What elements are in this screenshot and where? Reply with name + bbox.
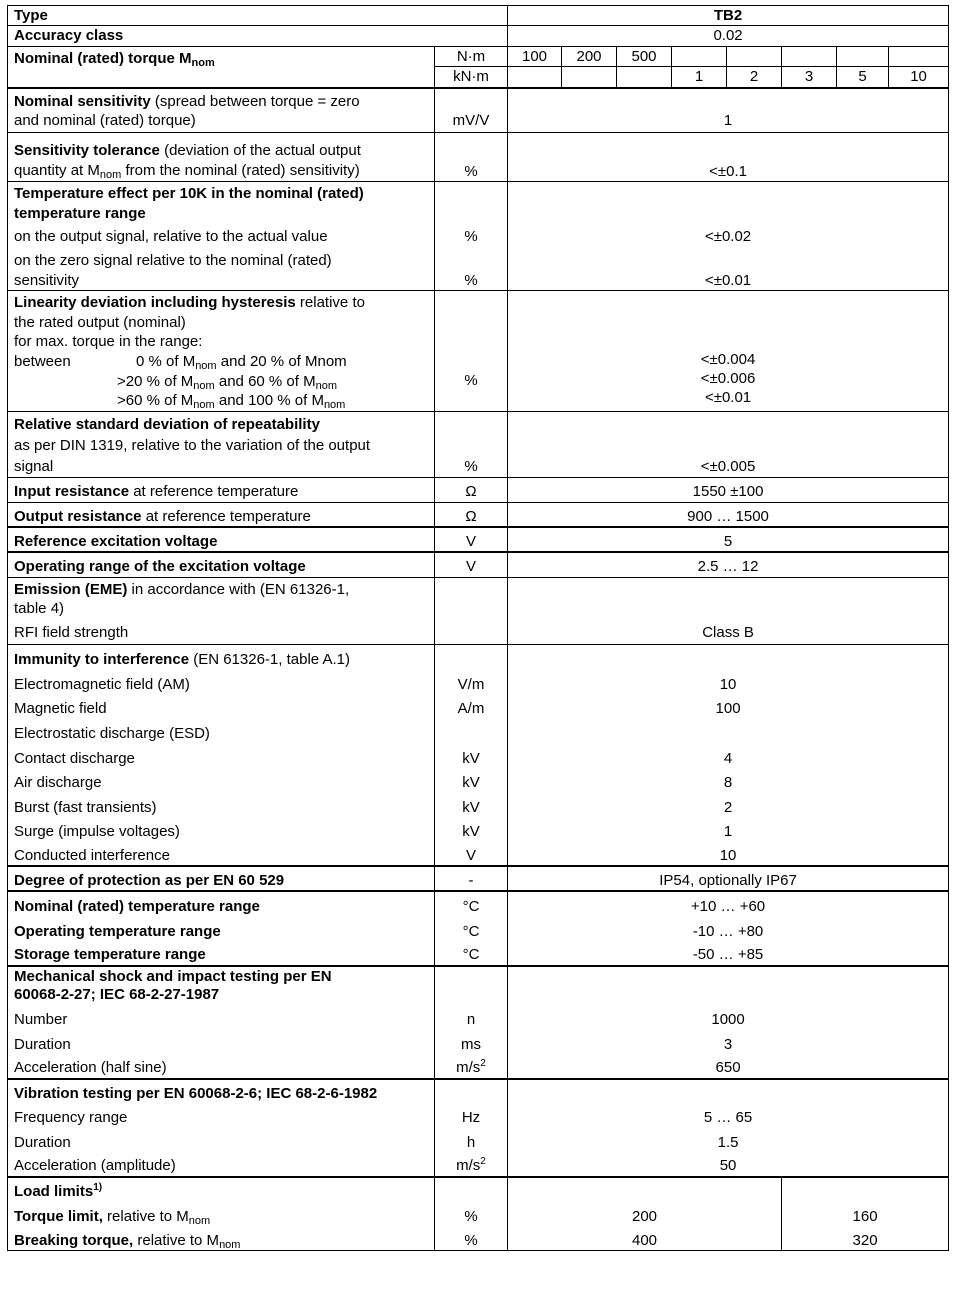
operating-temp-row bbox=[8, 916, 949, 941]
repeatability-line3: signal bbox=[14, 457, 54, 475]
type-row bbox=[8, 6, 949, 26]
storage-temp-value: -50 … +85 bbox=[692, 946, 764, 964]
vibration-accel-value: 50 bbox=[719, 1157, 737, 1175]
ref-excitation-label: Reference excitation voltage bbox=[14, 532, 218, 550]
breaking-torque-value: 400 bbox=[631, 1231, 658, 1249]
torque-label-sub: nom bbox=[191, 56, 215, 69]
nominal-temp-value: +10 … +60 bbox=[690, 897, 766, 915]
linearity-line2: the rated output (nominal) bbox=[14, 313, 186, 331]
temp-effect-output-value: <±0.02 bbox=[704, 228, 752, 246]
breaking-torque-bold: Breaking torque, bbox=[14, 1231, 134, 1249]
temp-effect-zero-label2: sensitivity bbox=[14, 271, 80, 289]
storage-temp-unit: °C bbox=[462, 946, 480, 964]
linearity-r2-sub2: nom bbox=[315, 379, 338, 392]
tolerance-row bbox=[8, 133, 949, 182]
torque-value: 10 bbox=[910, 68, 927, 86]
temp-effect-title2: temperature range bbox=[14, 204, 146, 222]
linearity-r2a: >20 % of M bbox=[117, 372, 194, 390]
temp-effect-zero-value: <±0.01 bbox=[704, 271, 752, 289]
linearity-value: <±0.006 bbox=[700, 370, 756, 388]
load-limits-title: Load limits bbox=[14, 1183, 94, 1201]
op-excitation-unit: V bbox=[465, 558, 476, 576]
immunity-value: 2 bbox=[723, 798, 733, 816]
immunity-value: 10 bbox=[719, 675, 737, 693]
shock-number-row bbox=[8, 1004, 949, 1029]
linearity-title-rest: relative to bbox=[295, 294, 365, 312]
vibration-freq-unit: Hz bbox=[461, 1109, 481, 1127]
linearity-value: <±0.004 bbox=[700, 350, 756, 368]
protection-value: IP54, optionally IP67 bbox=[659, 871, 797, 889]
torque-limit-sub: nom bbox=[188, 1214, 211, 1227]
immunity-row bbox=[8, 768, 949, 793]
sensitivity-label-bold: Nominal sensitivity bbox=[14, 92, 151, 110]
shock-duration-row bbox=[8, 1029, 949, 1054]
vibration-title-row bbox=[8, 1079, 949, 1104]
tolerance-unit: % bbox=[464, 162, 478, 180]
torque-limit-unit: % bbox=[464, 1207, 478, 1225]
immunity-row bbox=[8, 743, 949, 768]
tolerance-label-rest2a: quantity at M bbox=[14, 161, 100, 179]
tolerance-label-sub: nom bbox=[99, 168, 122, 181]
immunity-row bbox=[8, 817, 949, 842]
immunity-label: Conducted interference bbox=[14, 846, 170, 864]
immunity-row bbox=[8, 842, 949, 867]
immunity-title-row bbox=[8, 645, 949, 670]
output-resistance-rest: at reference temperature bbox=[141, 507, 311, 525]
repeatability-value: <±0.005 bbox=[700, 458, 756, 476]
type-value: TB2 bbox=[713, 7, 743, 24]
vibration-duration-label: Duration bbox=[14, 1133, 71, 1151]
temp-effect-zero-label1: on the zero signal relative to the nominal (rated) bbox=[14, 252, 332, 270]
vibration-freq-value: 5 … 65 bbox=[703, 1109, 753, 1127]
vibration-duration-unit: h bbox=[466, 1133, 476, 1151]
immunity-value: 8 bbox=[723, 774, 733, 792]
breaking-torque-sub: nom bbox=[219, 1238, 241, 1251]
temp-effect-zero-unit: % bbox=[464, 271, 478, 289]
immunity-value: 4 bbox=[723, 749, 733, 767]
vibration-accel-row bbox=[8, 1152, 949, 1177]
sensitivity-unit: mV/V bbox=[452, 112, 490, 130]
torque-value: 500 bbox=[631, 47, 657, 65]
emission-bold: Emission (EME) bbox=[14, 580, 128, 598]
vibration-accel-label: Acceleration (amplitude) bbox=[14, 1157, 176, 1175]
operating-temp-value: -10 … +80 bbox=[692, 922, 764, 940]
op-excitation-value: 2.5 … 12 bbox=[697, 558, 759, 576]
sensitivity-value: 1 bbox=[723, 112, 733, 130]
immunity-unit: kV bbox=[462, 798, 480, 816]
sensitivity-label-rest: (spread between torque = zero bbox=[150, 92, 360, 110]
torque-unit-nm: N·m bbox=[456, 47, 486, 65]
operating-temp-label: Operating temperature range bbox=[14, 922, 221, 940]
tolerance-label-bold: Sensitivity tolerance bbox=[14, 142, 160, 160]
load-limits-footnote: 1) bbox=[93, 1182, 103, 1194]
linearity-r2-sub: nom bbox=[193, 379, 215, 392]
temp-effect-output-label: on the output signal, relative to the actual value bbox=[14, 228, 328, 246]
immunity-unit: V bbox=[465, 846, 476, 864]
immunity-row bbox=[8, 793, 949, 818]
vibration-duration-value: 1.5 bbox=[717, 1133, 739, 1151]
accuracy-value: 0.02 bbox=[713, 27, 743, 45]
ref-excitation-unit: V bbox=[465, 532, 476, 550]
immunity-unit: kV bbox=[462, 774, 480, 792]
linearity-line3: for max. torque in the range: bbox=[14, 333, 203, 351]
type-label: Type bbox=[14, 7, 48, 24]
vibration-title: Vibration testing per EN 60068-2-6; IEC 68-2-6-1982 bbox=[14, 1084, 378, 1102]
vibration-freq-label: Frequency range bbox=[14, 1109, 128, 1127]
accuracy-row bbox=[8, 26, 949, 46]
shock-duration-unit: ms bbox=[461, 1035, 481, 1053]
linearity-r3a: >60 % of M bbox=[117, 392, 194, 410]
load-limits-title-row bbox=[8, 1177, 949, 1202]
linearity-r2b: and 60 % of M bbox=[214, 372, 316, 390]
nominal-temp-unit: °C bbox=[462, 897, 480, 915]
temp-effect-title1: Temperature effect per 10K in the nominal (rated) bbox=[14, 185, 364, 203]
input-resistance-rest: at reference temperature bbox=[129, 483, 299, 501]
tolerance-value: <±0.1 bbox=[709, 162, 747, 180]
breaking-torque-value: 320 bbox=[852, 1231, 878, 1249]
torque-value: 100 bbox=[521, 47, 548, 65]
linearity-r1b: and 20 % of Mnom bbox=[216, 353, 347, 371]
linearity-title-bold: Linearity deviation including hysteresis bbox=[14, 294, 296, 312]
torque-value: 3 bbox=[804, 68, 814, 86]
linearity-r1a: 0 % of M bbox=[136, 353, 196, 371]
storage-temp-row bbox=[8, 941, 949, 966]
breaking-torque-rest: relative to M bbox=[133, 1231, 220, 1249]
immunity-value: 100 bbox=[715, 700, 741, 718]
repeatability-row bbox=[8, 411, 949, 477]
linearity-between: between bbox=[14, 353, 71, 371]
vibration-freq-row bbox=[8, 1103, 949, 1128]
immunity-value: 1 bbox=[723, 823, 733, 841]
immunity-label: Surge (impulse voltages) bbox=[14, 823, 180, 841]
torque-limit-row bbox=[8, 1201, 949, 1226]
input-resistance-value: 1550 ±100 bbox=[692, 483, 764, 501]
shock-accel-value: 650 bbox=[715, 1059, 741, 1077]
shock-duration-label: Duration bbox=[14, 1035, 71, 1053]
immunity-label: Contact discharge bbox=[14, 749, 135, 767]
torque-value: 1 bbox=[694, 68, 704, 86]
rfi-value: Class B bbox=[702, 623, 754, 641]
protection-row bbox=[8, 866, 949, 891]
torque-limit-value: 160 bbox=[852, 1207, 878, 1225]
immunity-unit: V/m bbox=[457, 675, 485, 693]
temp-effect-title-row bbox=[8, 182, 949, 223]
input-resistance-unit: Ω bbox=[465, 483, 477, 501]
vibration-duration-row bbox=[8, 1128, 949, 1153]
nominal-temp-row bbox=[8, 891, 949, 916]
input-resistance-row bbox=[8, 477, 949, 502]
breaking-torque-row bbox=[8, 1226, 949, 1251]
spec-sheet bbox=[7, 5, 948, 1251]
immunity-rest: (EN 61326-1, table A.1) bbox=[189, 651, 350, 669]
shock-title-row bbox=[8, 966, 949, 1005]
nominal-temp-label: Nominal (rated) temperature range bbox=[14, 897, 260, 915]
linearity-r3b: and 100 % of M bbox=[214, 392, 324, 410]
temp-effect-zero-row bbox=[8, 246, 949, 290]
shock-accel-row bbox=[8, 1054, 949, 1079]
emission-title-row bbox=[8, 577, 949, 618]
shock-number-value: 1000 bbox=[711, 1010, 745, 1028]
output-resistance-row bbox=[8, 502, 949, 527]
tolerance-label-rest2b: from the nominal (rated) sensitivity) bbox=[121, 161, 360, 179]
torque-value: 200 bbox=[576, 47, 602, 65]
torque-unit-knm: kN·m bbox=[453, 68, 489, 86]
linearity-row bbox=[8, 291, 949, 412]
output-resistance-unit: Ω bbox=[465, 507, 477, 525]
torque-limit-value: 200 bbox=[631, 1207, 658, 1225]
linearity-value: <±0.01 bbox=[704, 389, 752, 407]
temp-effect-output-row bbox=[8, 223, 949, 246]
storage-temp-label: Storage temperature range bbox=[14, 946, 206, 964]
vibration-accel-unit: m/s bbox=[456, 1157, 481, 1175]
tolerance-label-rest: (deviation of the actual output bbox=[159, 142, 361, 160]
linearity-unit: % bbox=[464, 372, 478, 390]
operating-temp-unit: °C bbox=[462, 922, 480, 940]
op-excitation-row bbox=[8, 552, 949, 577]
output-resistance-value: 900 … 1500 bbox=[687, 507, 769, 525]
immunity-unit: kV bbox=[462, 749, 480, 767]
torque-limit-bold: Torque limit, bbox=[14, 1207, 103, 1225]
torque-value: 2 bbox=[749, 68, 759, 86]
linearity-r3-sub: nom bbox=[193, 399, 215, 412]
immunity-row bbox=[8, 694, 949, 719]
rfi-label: RFI field strength bbox=[14, 623, 129, 641]
linearity-r1-sub: nom bbox=[195, 360, 217, 373]
immunity-row bbox=[8, 719, 949, 744]
immunity-unit: A/m bbox=[457, 700, 485, 718]
op-excitation-label: Operating range of the excitation voltage bbox=[14, 558, 306, 576]
input-resistance-bold: Input resistance bbox=[14, 483, 130, 501]
shock-accel-unit: m/s bbox=[456, 1059, 481, 1077]
immunity-label: Electromagnetic field (AM) bbox=[14, 675, 190, 693]
immunity-unit: kV bbox=[462, 823, 480, 841]
rfi-row bbox=[8, 619, 949, 645]
immunity-label: Burst (fast transients) bbox=[14, 798, 157, 816]
immunity-value: 10 bbox=[719, 846, 737, 864]
temp-effect-output-unit: % bbox=[464, 228, 478, 246]
ref-excitation-value: 5 bbox=[723, 532, 733, 550]
accuracy-label: Accuracy class bbox=[14, 27, 124, 45]
shock-number-label: Number bbox=[14, 1010, 68, 1028]
immunity-label: Magnetic field bbox=[14, 700, 107, 718]
shock-accel-unit-sup: 2 bbox=[480, 1058, 486, 1070]
linearity-r3-sub2: nom bbox=[323, 399, 346, 412]
shock-duration-value: 3 bbox=[723, 1035, 733, 1053]
sensitivity-label-rest2: and nominal (rated) torque) bbox=[14, 112, 196, 130]
immunity-bold: Immunity to interference bbox=[14, 651, 190, 669]
sensitivity-row bbox=[8, 88, 949, 133]
repeatability-unit: % bbox=[464, 458, 478, 476]
ref-excitation-row bbox=[8, 527, 949, 552]
protection-unit: - bbox=[468, 871, 474, 889]
output-resistance-bold: Output resistance bbox=[14, 507, 142, 525]
emission-rest1: in accordance with (EN 61326-1, bbox=[127, 580, 350, 598]
torque-row-nm bbox=[8, 46, 949, 66]
torque-limit-rest: relative to M bbox=[102, 1207, 189, 1225]
torque-label: Nominal (rated) torque M bbox=[14, 49, 192, 67]
immunity-label: Air discharge bbox=[14, 774, 102, 792]
immunity-label: Electrostatic discharge (ESD) bbox=[14, 724, 210, 742]
shock-accel-label: Acceleration (half sine) bbox=[14, 1059, 167, 1077]
vibration-accel-unit-sup: 2 bbox=[480, 1156, 486, 1168]
breaking-torque-unit: % bbox=[464, 1231, 478, 1249]
protection-label: Degree of protection as per EN 60 529 bbox=[14, 871, 285, 889]
shock-title2: 60068-2-27; IEC 68-2-27-1987 bbox=[14, 985, 220, 1003]
shock-number-unit: n bbox=[466, 1010, 476, 1028]
shock-title1: Mechanical shock and impact testing per EN bbox=[14, 967, 332, 985]
repeatability-title: Relative standard deviation of repeatability bbox=[14, 415, 320, 433]
spec-table bbox=[7, 5, 949, 1251]
torque-value: 5 bbox=[858, 68, 867, 86]
immunity-row bbox=[8, 670, 949, 695]
emission-rest2: table 4) bbox=[14, 600, 65, 618]
repeatability-line2: as per DIN 1319, relative to the variation of the output bbox=[14, 436, 371, 454]
